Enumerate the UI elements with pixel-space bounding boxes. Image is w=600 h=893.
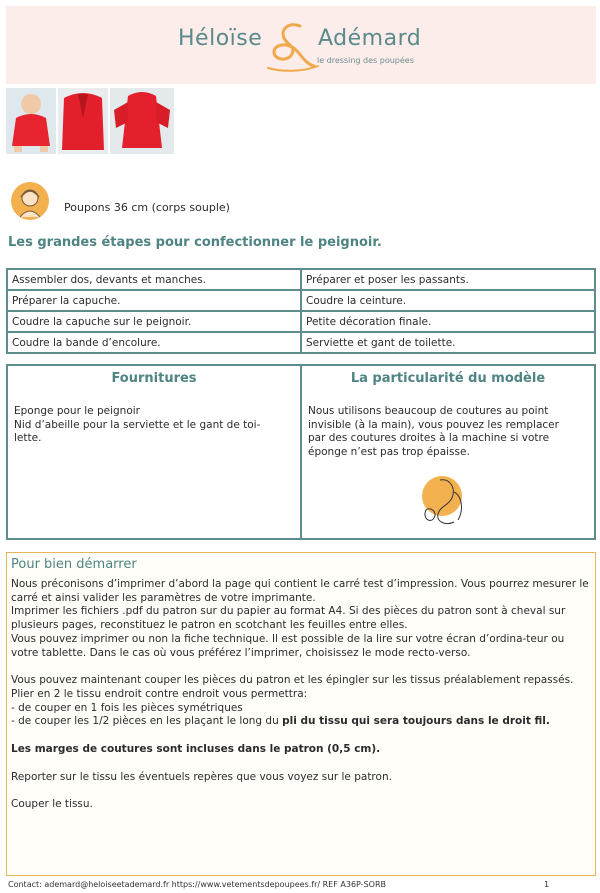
table-row <box>7 269 595 290</box>
doll-photo-1 <box>6 88 56 154</box>
feature-line: invisible (à la main), vous pouvez les remplacer <box>308 418 559 431</box>
steps-table <box>6 268 596 354</box>
paragraph: Vous pouvez maintenant couper les pièces du patron et les épingler sur les tissus préalablement repassés. <box>11 674 574 687</box>
feature-title: La particularité du modèle <box>350 371 546 386</box>
robe-photo-3 <box>110 88 174 154</box>
paragraph: Couper le tissu. <box>11 798 93 811</box>
page-number: 1 <box>544 880 550 889</box>
ampersand-icon <box>262 20 322 76</box>
paragraph: Plier en 2 le tissu endroit contre endroit vous permettra: <box>11 687 308 700</box>
paragraph: Les marges de coutures sont incluses dans le patron (0,5 cm). <box>11 743 381 756</box>
supplies-panel <box>6 364 302 540</box>
feature-panel <box>300 364 596 540</box>
info-panels <box>6 364 596 542</box>
getting-started-box <box>6 552 596 876</box>
list-item <box>11 715 591 729</box>
table-row <box>7 311 595 332</box>
feature-line: éponge n’est pas trop épaisse. <box>308 445 470 458</box>
doll-avatar-icon <box>10 181 50 221</box>
getting-started-title: Pour bien démarrer <box>11 557 137 572</box>
footer-contact: Contact: ademard@heloiseetademard.fr https://www.vetementsdepoupees.fr/ REF A36P-SORB <box>8 880 386 889</box>
robe-photo-2 <box>58 88 108 154</box>
feature-line: Nous utilisons beaucoup de coutures au point <box>308 405 549 417</box>
table-cell: Assembler dos, devants et manches. <box>7 269 301 290</box>
table-cell: Coudre la bande d’encolure. <box>7 332 301 353</box>
feature-body <box>302 405 594 459</box>
list-item-emphasis: pli du tissu qui sera toujours dans le droit fil. <box>282 715 550 728</box>
brand-tagline: le dressing des poupées <box>317 56 414 65</box>
paragraph: Vous pouvez imprimer ou non la fiche technique. Il est possible de la lire sur votre écran d’ordina-teur ou votre tablette. Dans le cas où vous préférez l’imprimer, choisissez le mode recto-verso. <box>11 632 565 659</box>
getting-started-body <box>7 572 595 812</box>
supplies-line: Eponge pour le peignoir <box>14 405 140 417</box>
header-banner <box>6 6 596 84</box>
brand-logo <box>174 20 434 76</box>
table-cell: Serviette et gant de toilette. <box>301 332 595 353</box>
supplies-title: Fournitures <box>111 371 197 386</box>
table-row <box>7 332 595 353</box>
paragraph: Reporter sur le tissu les éventuels repères que vous voyez sur le patron. <box>11 770 392 783</box>
doll-sketch-icon <box>410 470 472 530</box>
table-row <box>7 290 595 311</box>
table-cell: Préparer la capuche. <box>7 290 301 311</box>
feature-line: par des coutures droites à la machine si votre <box>308 432 550 444</box>
list-item-text: - de couper les 1/2 pièces en les plaçant le long du <box>11 715 283 728</box>
doll-size-label: Poupons 36 cm (corps souple) <box>64 201 230 214</box>
paragraph: Imprimer les fichiers .pdf du patron sur du papier au format A4. Si des pièces du patron sont à cheval sur plusieurs pages, reconstituez le patron en scotchant les feuilles entre elles. <box>11 605 566 632</box>
table-cell: Coudre la ceinture. <box>301 290 595 311</box>
table-cell: Préparer et poser les passants. <box>301 269 595 290</box>
brand-name-left: Héloïse <box>178 26 263 51</box>
supplies-line: lette. <box>14 432 42 444</box>
paragraph: Nous préconisons d’imprimer d’abord la page qui contient le carré test d’impression. Vous pourrez mesurer le carré et ainsi valider les paramètres de votre imprimante. <box>11 578 589 604</box>
page-footer <box>8 880 598 889</box>
supplies-body <box>8 405 300 446</box>
table-cell: Petite décoration finale. <box>301 311 595 332</box>
brand-name-right: Adémard <box>318 26 422 51</box>
supplies-line: Nid d’abeille pour la serviette et le gant de toi- <box>14 418 261 431</box>
list-item: - de couper en 1 fois les pièces symétriques <box>11 701 243 714</box>
table-cell: Coudre la capuche sur le peignoir. <box>7 311 301 332</box>
steps-title: Les grandes étapes pour confectionner le peignoir. <box>8 235 382 250</box>
